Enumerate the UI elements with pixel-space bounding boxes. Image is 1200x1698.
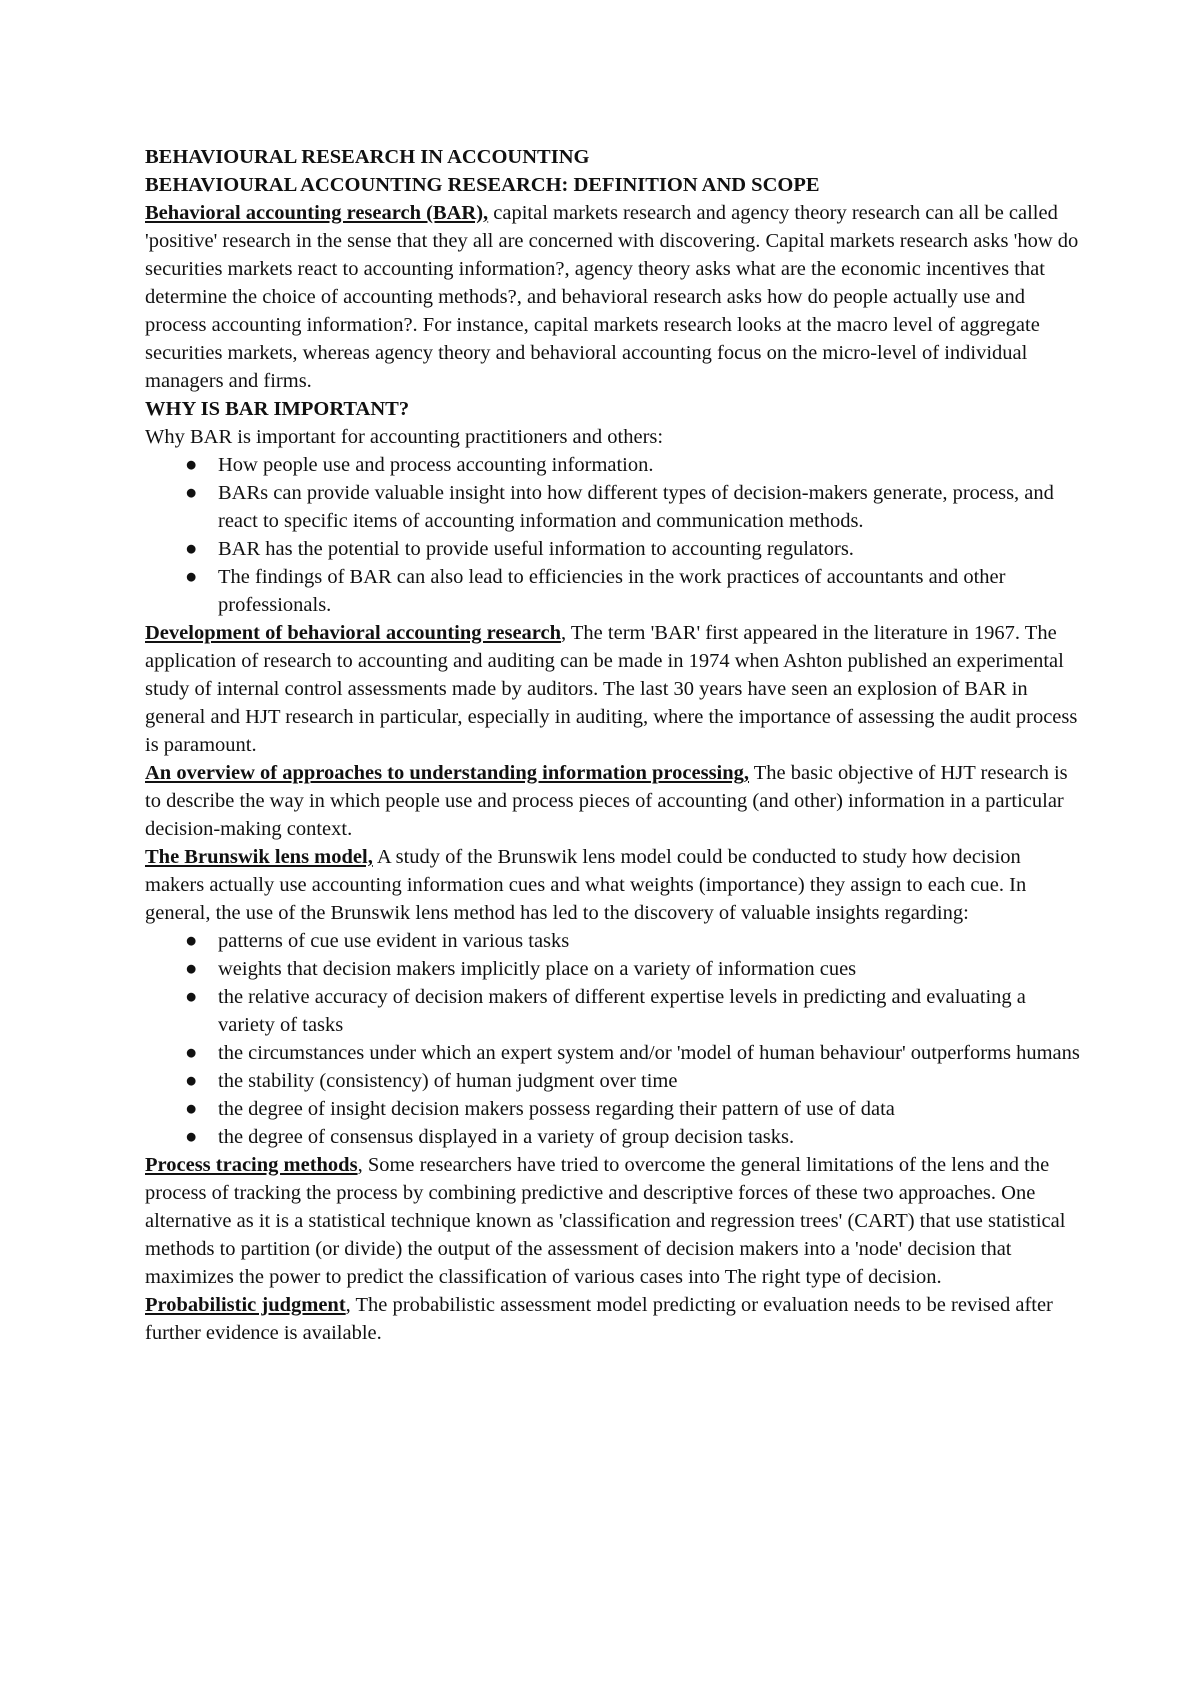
- list-item-text: weights that decision makers implicitly place on a variety of information cues: [218, 958, 857, 980]
- section-lead: Behavioral accounting research (BAR),: [145, 202, 489, 224]
- list-item: [145, 563, 1080, 619]
- document-subtitle: BEHAVIOURAL ACCOUNTING RESEARCH: DEFINITION AND SCOPE: [145, 174, 820, 196]
- section-probabilistic: [145, 1291, 1080, 1347]
- list-item: [145, 927, 1080, 955]
- section-text: , The probabilistic assessment model predicting or evaluation needs to be revised after further evidence is available.: [145, 1294, 1053, 1344]
- brunswik-bullet-list: [145, 927, 1080, 1151]
- list-item: [145, 1095, 1080, 1123]
- list-item-text: the relative accuracy of decision makers of different expertise levels in predicting and evaluating a variety of tasks: [218, 986, 1026, 1036]
- list-item-text: the degree of insight decision makers possess regarding their pattern of use of data: [218, 1098, 895, 1120]
- section-lead: An overview of approaches to understanding information processing,: [145, 762, 750, 784]
- list-item: [145, 1067, 1080, 1095]
- document-title: BEHAVIOURAL RESEARCH IN ACCOUNTING: [145, 146, 590, 168]
- section-brunswik: [145, 843, 1080, 927]
- bullet-icon: ●: [185, 454, 198, 476]
- list-item: [145, 479, 1080, 535]
- list-item: [145, 451, 1080, 479]
- list-item: [145, 983, 1080, 1039]
- list-item-text: the circumstances under which an expert system and/or 'model of human behaviour' outperforms humans: [218, 1042, 1080, 1064]
- section-text: The basic objective of HJT research is to describe the way in which people use and process pieces of accounting (and other) information in a particular decision-making context.: [145, 762, 1068, 840]
- why-heading: WHY IS BAR IMPORTANT?: [145, 398, 410, 420]
- list-item: [145, 535, 1080, 563]
- section-lead: The Brunswik lens model,: [145, 846, 373, 868]
- bullet-icon: ●: [185, 1042, 198, 1064]
- section-text: , Some researchers have tried to overcome the general limitations of the lens and the process of tracking the process by combining predictive and descriptive forces of these two approaches. One alternative as it is a statistical technique known as 'classification and regression trees' (CART) that use statistical methods to partition (or divide) the output of the assessment of decision makers into a 'node' decision that maximizes the power to predict the classification of various cases into The right type of decision.: [145, 1154, 1066, 1288]
- section-text: , The term 'BAR' first appeared in the literature in 1967. The application of research to accounting and auditing can be made in 1974 when Ashton published an experimental study of internal control assessments made by auditors. The last 30 years have seen an explosion of BAR in general and HJT research in particular, especially in auditing, where the importance of assessing the audit process is paramount.: [145, 622, 1078, 756]
- list-item: [145, 1123, 1080, 1151]
- list-item-text: BARs can provide valuable insight into how different types of decision-makers generate, process, and react to specific items of accounting information and communication methods.: [218, 482, 1054, 532]
- bullet-icon: ●: [185, 1098, 198, 1120]
- list-item: [145, 955, 1080, 983]
- list-item-text: the degree of consensus displayed in a variety of group decision tasks.: [218, 1126, 795, 1148]
- list-item-text: How people use and process accounting information.: [218, 454, 654, 476]
- bullet-icon: ●: [185, 958, 198, 980]
- list-item-text: The findings of BAR can also lead to efficiencies in the work practices of accountants and other professionals.: [218, 566, 1006, 616]
- bullet-icon: ●: [185, 1070, 198, 1092]
- section-text: A study of the Brunswik lens model could be conducted to study how decision makers actually use accounting information cues and what weights (importance) they assign to each cue. In general, the use of the Brunswik lens method has led to the discovery of valuable insights regarding:: [145, 846, 1027, 924]
- why-bullet-list: [145, 451, 1080, 619]
- list-item: [145, 1039, 1080, 1067]
- bullet-icon: ●: [185, 930, 198, 952]
- why-intro: Why BAR is important for accounting practitioners and others:: [145, 426, 664, 448]
- list-item-text: BAR has the potential to provide useful information to accounting regulators.: [218, 538, 854, 560]
- bullet-icon: ●: [185, 566, 198, 588]
- bullet-icon: ●: [185, 538, 198, 560]
- section-lead: Probabilistic judgment: [145, 1294, 346, 1316]
- document-page: [145, 143, 1080, 1347]
- bullet-icon: ●: [185, 1126, 198, 1148]
- section-lead: Development of behavioral accounting research: [145, 622, 562, 644]
- section-process-tracing: [145, 1151, 1080, 1291]
- section-lead: Process tracing methods: [145, 1154, 358, 1176]
- section-development: [145, 619, 1080, 759]
- list-item-text: the stability (consistency) of human judgment over time: [218, 1070, 678, 1092]
- list-item-text: patterns of cue use evident in various tasks: [218, 930, 570, 952]
- bullet-icon: ●: [185, 986, 198, 1008]
- section-text: capital markets research and agency theory research can all be called 'positive' research in the sense that they all are concerned with discovering. Capital markets research asks 'how do securities markets react to accounting information?, agency theory asks what are the economic incentives that determine the choice of accounting methods?, and behavioral research asks how do people actually use and process accounting information?. For instance, capital markets research looks at the macro level of aggregate securities markets, whereas agency theory and behavioral accounting focus on the micro-level of individual managers and firms.: [145, 202, 1079, 392]
- section-bar-definition: [145, 199, 1080, 395]
- bullet-icon: ●: [185, 482, 198, 504]
- section-overview: [145, 759, 1080, 843]
